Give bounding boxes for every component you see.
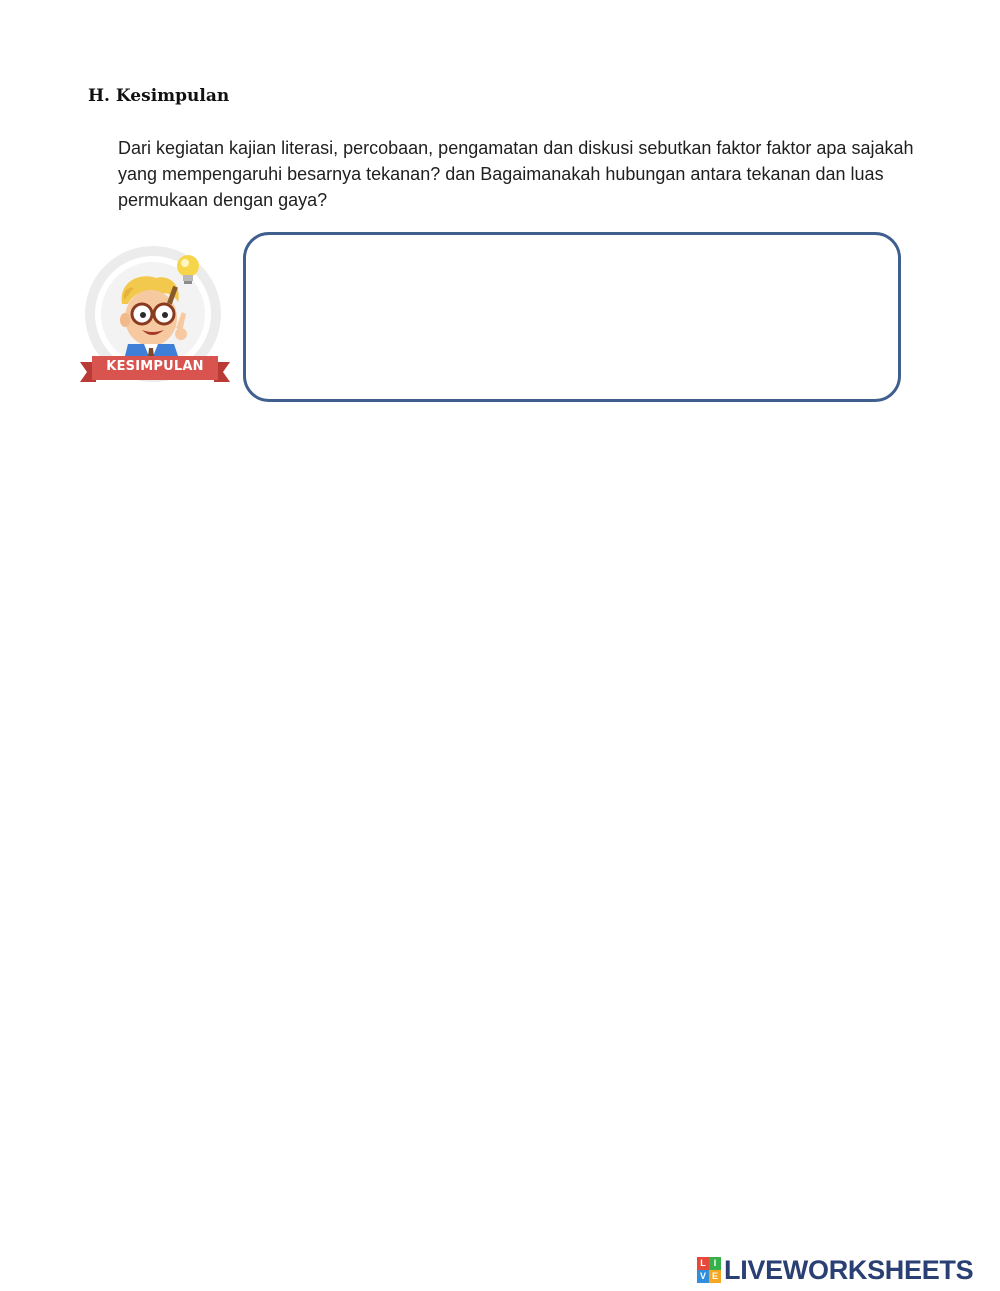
brand-name: LIVEWORKSHEETS <box>724 1254 974 1285</box>
logo-tile: I <box>709 1257 721 1270</box>
answer-input-box[interactable] <box>243 232 901 402</box>
liveworksheets-logo-icon <box>697 1257 721 1283</box>
logo-tile: E <box>709 1270 721 1283</box>
liveworksheets-branding <box>697 1254 973 1286</box>
professor-lightbulb-icon <box>78 242 232 398</box>
section-heading: H. Kesimpulan <box>88 86 230 106</box>
kesimpulan-banner-label: KESIMPULAN <box>106 359 204 374</box>
logo-tile: V <box>697 1270 709 1283</box>
question-text: Dari kegiatan kajian literasi, percobaan, pengamatan dan diskusi sebutkan faktor faktor apa sajakah yang mempengaruhi besarnya tekanan? dan Bagaimanakah hubungan antara tekanan dan luas permukaan dengan gaya? <box>118 138 914 210</box>
kesimpulan-illustration <box>78 242 232 398</box>
logo-tile: L <box>697 1257 709 1270</box>
